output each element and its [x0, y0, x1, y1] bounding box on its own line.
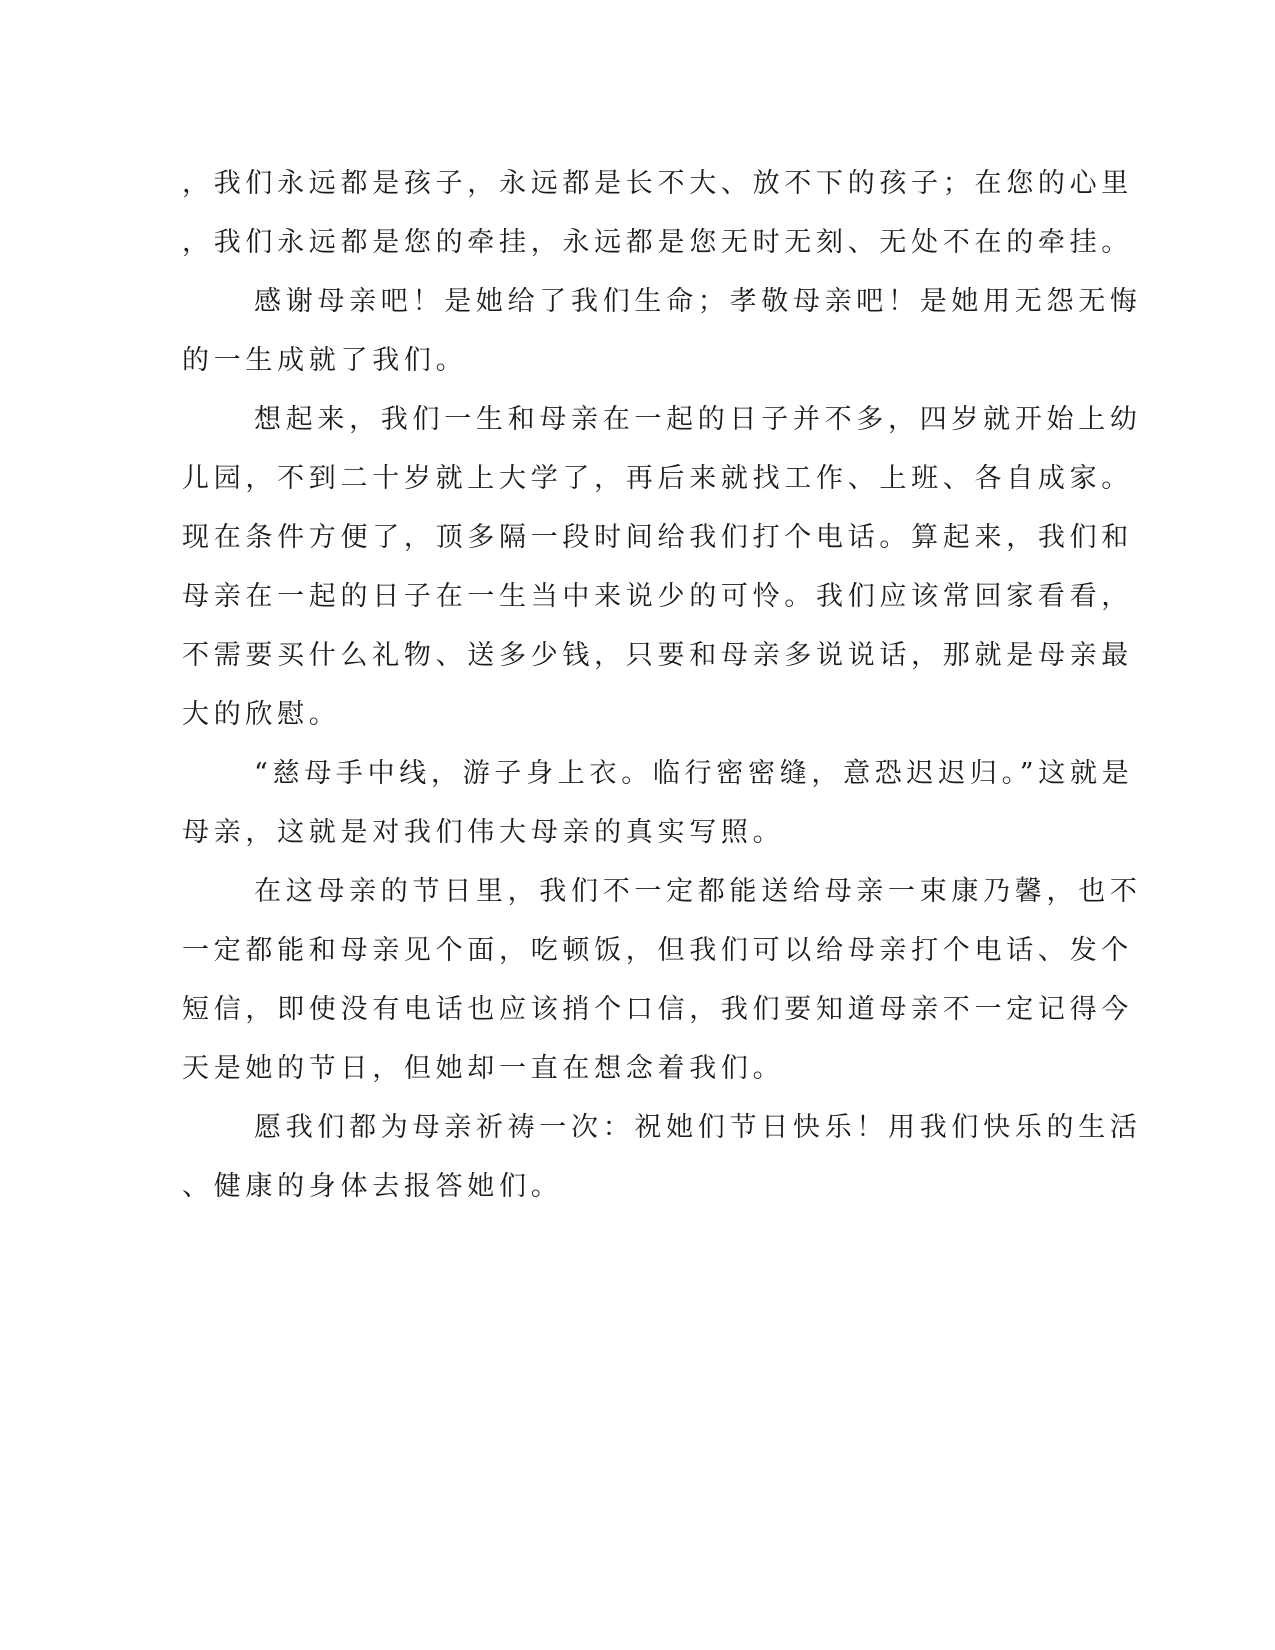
- text-line: 感谢母亲吧！是她给了我们生命；孝敬母亲吧！是她用无怨无悔: [254, 286, 1142, 317]
- text-line: 、健康的身体去报答她们。: [182, 1171, 563, 1202]
- paragraph-1: [182, 154, 1133, 272]
- text-line: 在这母亲的节日里，我们不一定都能送给母亲一束康乃馨，也不: [254, 876, 1142, 907]
- body-text: [182, 154, 1142, 1216]
- text-line: 想起来，我们一生和母亲在一起的日子并不多，四岁就开始上幼: [254, 404, 1142, 435]
- text-line: 母亲，这就是对我们伟大母亲的真实写照。: [182, 817, 785, 848]
- text-line: 一定都能和母亲见个面，吃顿饭，但我们可以给母亲打个电话、发个: [182, 935, 1133, 966]
- text-line: 儿园，不到二十岁就上大学了，再后来就找工作、上班、各自成家。: [182, 463, 1133, 494]
- text-line: 母亲在一起的日子在一生当中来说少的可怜。我们应该常回家看看，: [182, 581, 1133, 612]
- text-line: 的一生成就了我们。: [182, 345, 468, 376]
- text-line: ，我们永远都是孩子，永远都是长不大、放不下的孩子；在您的心里: [182, 168, 1133, 199]
- text-line: 不需要买什么礼物、送多少钱，只要和母亲多说说话，那就是母亲最: [182, 640, 1133, 671]
- paragraph-6: [182, 1098, 1142, 1216]
- paragraph-3: [182, 390, 1142, 744]
- text-line: 大的欣慰。: [182, 699, 341, 730]
- paragraph-2: [182, 272, 1142, 390]
- text-line: 愿我们都为母亲祈祷一次：祝她们节日快乐！用我们快乐的生活: [254, 1112, 1142, 1143]
- text-line: “慈母手中线，游子身上衣。临行密密缝，意恐迟迟归。”这就是: [254, 758, 1134, 789]
- text-line: ，我们永远都是您的牵挂，永远都是您无时无刻、无处不在的牵挂。: [182, 227, 1133, 258]
- text-line: 现在条件方便了，顶多隔一段时间给我们打个电话。算起来，我们和: [182, 522, 1133, 553]
- text-line: 天是她的节日，但她却一直在想念着我们。: [182, 1053, 785, 1084]
- text-line: 短信，即使没有电话也应该捎个口信，我们要知道母亲不一定记得今: [182, 994, 1133, 1025]
- paragraph-4: [182, 744, 1134, 862]
- paragraph-5: [182, 862, 1142, 1098]
